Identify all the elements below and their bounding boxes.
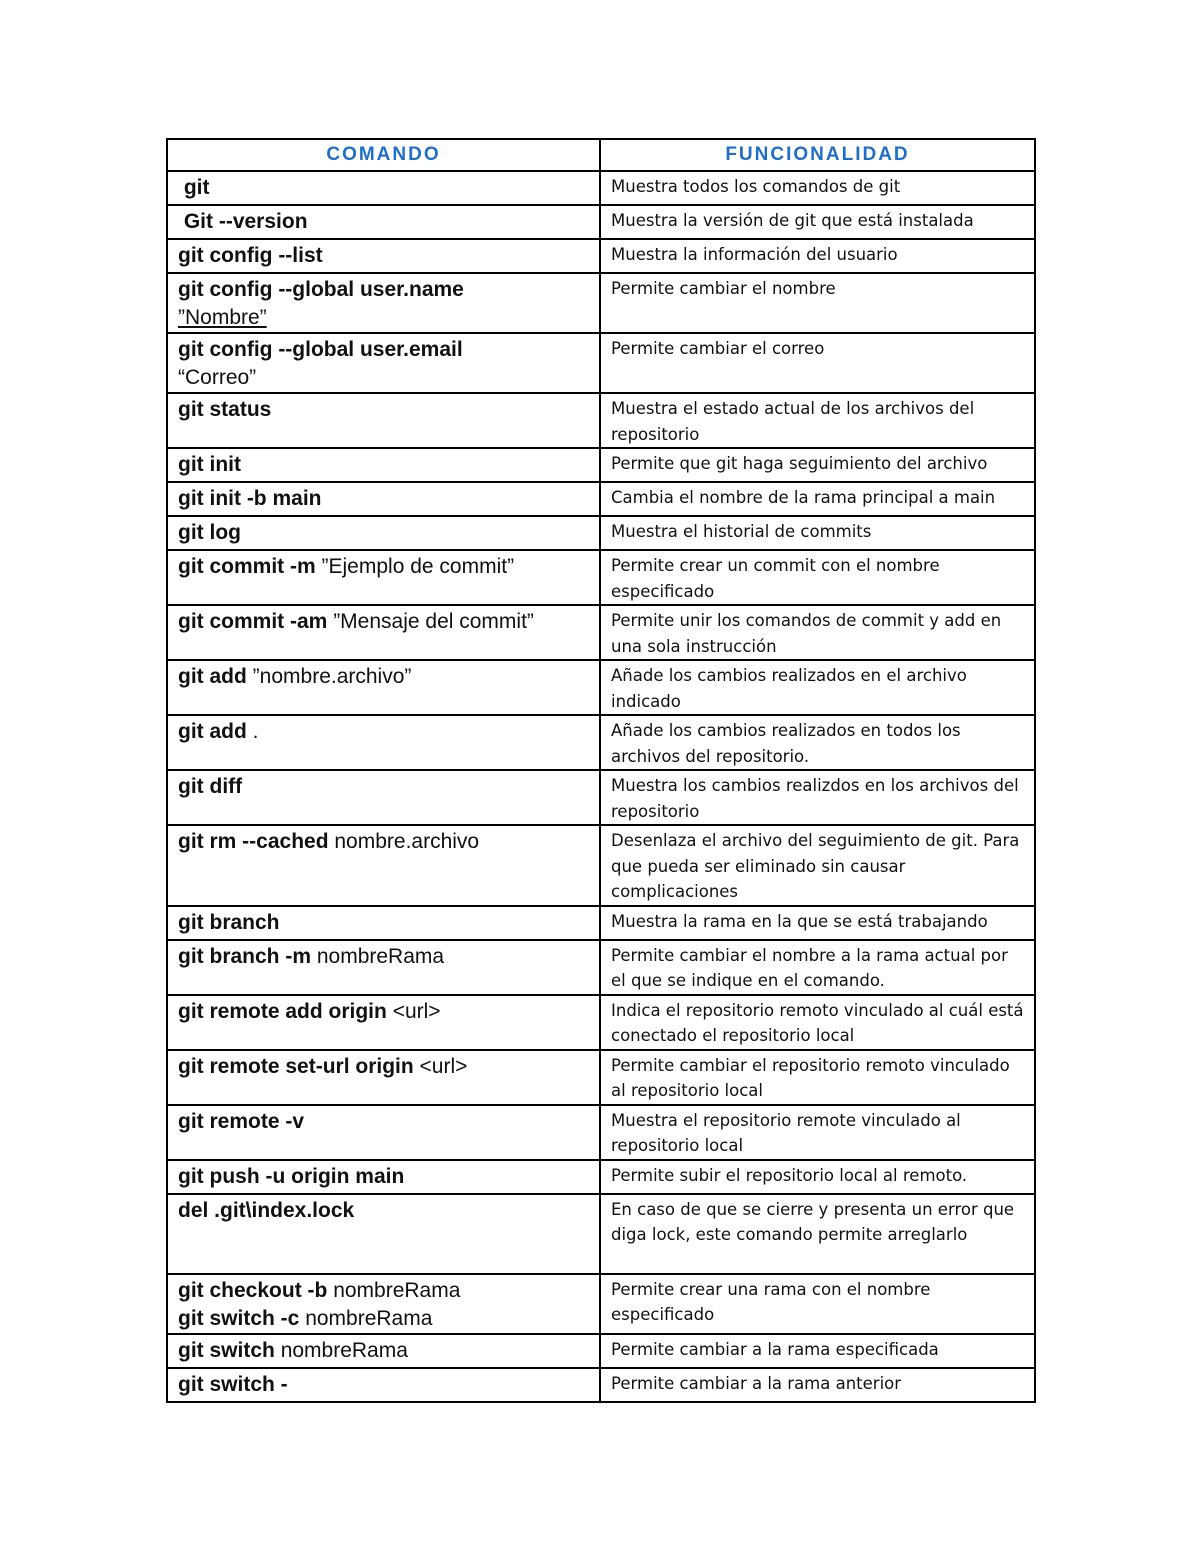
command-argument-text: . (252, 720, 259, 743)
description-text: Muestra todos los comandos de git (611, 177, 901, 196)
command-cell (167, 605, 600, 660)
description-cell (600, 1160, 1035, 1194)
command-bold-text: git init (178, 453, 241, 476)
description-text: Permite que git haga seguimiento del archivo (611, 454, 988, 473)
command-cell (167, 482, 600, 516)
command-cell (167, 1334, 600, 1368)
command-bold-text: git init -b main (178, 487, 322, 510)
command-bold-text: git (178, 176, 210, 199)
command-cell (167, 940, 600, 995)
command-bold-text: git add (178, 665, 253, 688)
table-row (167, 1368, 1035, 1402)
command-cell (167, 825, 600, 906)
table-row (167, 1160, 1035, 1194)
description-text: Desenlaza el archivo del seguimiento de git. Para que pueda ser eliminado sin causar complicaciones (611, 831, 1020, 901)
description-cell (600, 333, 1035, 393)
description-text: Muestra la versión de git que está instalada (611, 211, 974, 230)
command-argument-text: ”Ejemplo de commit” (321, 555, 515, 578)
command-bold-text: git log (178, 521, 241, 544)
description-cell (600, 516, 1035, 550)
table-row (167, 1194, 1035, 1274)
description-cell (600, 660, 1035, 715)
description-text: Permite unir los comandos de commit y add en una sola instrucción (611, 611, 1002, 656)
command-argument-text: <url> (392, 999, 441, 1023)
command-cell (167, 1105, 600, 1160)
description-text: Permite crear una rama con el nombre especificado (611, 1279, 931, 1324)
command-argument-text: “Correo” (178, 366, 257, 389)
command-bold-text: git status (178, 398, 272, 421)
description-text: Muestra la información del usuario (611, 245, 898, 264)
table-row (167, 171, 1035, 205)
command-cell (167, 995, 600, 1050)
header-comando: COMANDO (167, 139, 600, 171)
description-cell (600, 715, 1035, 770)
command-bold-text: git switch (178, 1338, 281, 1362)
command-cell (167, 1274, 600, 1334)
command-bold-text: git commit -m (178, 555, 322, 578)
description-text: Muestra la rama en la que se está trabajando (611, 911, 988, 931)
table-row (167, 1105, 1035, 1160)
description-cell (600, 448, 1035, 482)
table-row (167, 239, 1035, 273)
description-text: Añade los cambios realizados en el archivo indicado (611, 666, 967, 711)
command-cell (167, 1050, 600, 1105)
command-bold-text: git config --global user.email (178, 338, 463, 361)
description-text: Muestra el historial de commits (611, 522, 872, 541)
table-row (167, 940, 1035, 995)
command-argument-text: nombreRama (333, 1278, 461, 1302)
description-cell (600, 1194, 1035, 1274)
command-cell (167, 715, 600, 770)
command-bold-text: git commit -am (178, 610, 334, 633)
command-argument-text: ”nombre.archivo” (252, 665, 412, 688)
description-cell (600, 1050, 1035, 1105)
command-bold-text: git branch -m (178, 944, 317, 968)
description-cell (600, 239, 1035, 273)
description-text: Permite cambiar a la rama especificada (611, 1339, 939, 1359)
description-text: Muestra los cambios realizdos en los archivos del repositorio (611, 776, 1019, 821)
description-text: Muestra el estado actual de los archivos del repositorio (611, 399, 975, 444)
description-cell (600, 482, 1035, 516)
command-bold-text: Git --version (178, 210, 308, 233)
command-argument-text: nombreRama (305, 1306, 433, 1330)
commands-table (166, 138, 1036, 1403)
table-row (167, 550, 1035, 605)
command-cell (167, 1194, 600, 1274)
command-bold-text: git remote add origin (178, 999, 393, 1023)
command-bold-text: git remote set-url origin (178, 1054, 420, 1078)
command-cell (167, 171, 600, 205)
description-text: Añade los cambios realizados en todos los archivos del repositorio. (611, 721, 961, 766)
command-bold-text: git config --global user.name (178, 278, 464, 301)
command-cell (167, 273, 600, 333)
command-bold-text: git push -u origin main (178, 1164, 405, 1188)
description-text: Permite subir el repositorio local al remoto. (611, 1165, 968, 1185)
command-cell (167, 448, 600, 482)
description-cell (600, 550, 1035, 605)
description-text: Permite cambiar a la rama anterior (611, 1373, 902, 1393)
table-row (167, 205, 1035, 239)
command-bold-text: git branch (178, 910, 280, 934)
command-bold-text: git add (178, 720, 253, 743)
table-row (167, 448, 1035, 482)
description-cell (600, 605, 1035, 660)
description-cell (600, 171, 1035, 205)
table-row (167, 660, 1035, 715)
table-row (167, 273, 1035, 333)
command-cell (167, 333, 600, 393)
command-cell (167, 239, 600, 273)
table-row (167, 1334, 1035, 1368)
description-text: Cambia el nombre de la rama principal a main (611, 488, 996, 507)
command-cell (167, 770, 600, 825)
command-cell (167, 660, 600, 715)
description-cell (600, 273, 1035, 333)
table-row (167, 393, 1035, 448)
table-row (167, 1050, 1035, 1105)
command-cell (167, 205, 600, 239)
description-cell (600, 825, 1035, 906)
table-row (167, 825, 1035, 906)
table-row (167, 906, 1035, 940)
description-text: Indica el repositorio remoto vinculado al cuál está conectado el repositorio local (611, 1000, 1024, 1045)
table-header-row (167, 139, 1035, 171)
command-cell (167, 1368, 600, 1402)
description-cell (600, 393, 1035, 448)
description-cell (600, 205, 1035, 239)
command-argument-text: nombreRama (316, 944, 445, 968)
table-row (167, 715, 1035, 770)
command-argument-text: nombreRama (280, 1338, 408, 1362)
description-cell (600, 906, 1035, 940)
command-argument-text: ”Nombre” (178, 306, 267, 329)
description-cell (600, 995, 1035, 1050)
command-bold-text: git switch -c (178, 1306, 300, 1330)
description-cell (600, 940, 1035, 995)
description-text: Muestra el repositorio remote vinculado al repositorio local (611, 1110, 961, 1155)
description-text: Permite cambiar el repositorio remoto vinculado al repositorio local (611, 1055, 1010, 1100)
command-cell (167, 393, 600, 448)
command-bold-text: del .git\index.lock (178, 1198, 355, 1222)
command-bold-text: git checkout -b (178, 1278, 334, 1302)
table-row (167, 605, 1035, 660)
description-text: Permite cambiar el correo (611, 339, 825, 358)
command-bold-text: git config --list (178, 244, 323, 267)
command-argument-text: nombre.archivo (334, 830, 480, 853)
command-cell (167, 550, 600, 605)
command-bold-text: git diff (178, 775, 243, 798)
header-funcionalidad: FUNCIONALIDAD (600, 139, 1035, 171)
description-text: Permite crear un commit con el nombre especificado (611, 556, 940, 601)
description-cell (600, 1105, 1035, 1160)
table-row (167, 1274, 1035, 1334)
description-cell (600, 1274, 1035, 1334)
table-body (167, 171, 1035, 1402)
command-argument-text: <url> (419, 1054, 468, 1078)
table-row (167, 333, 1035, 393)
command-bold-text: git switch - (178, 1372, 288, 1396)
description-text: Permite cambiar el nombre a la rama actual por el que se indique en el comando. (611, 945, 1008, 990)
description-text: En caso de que se cierre y presenta un error que diga lock, este comando permite arreglarlo (611, 1199, 1015, 1244)
command-cell (167, 516, 600, 550)
description-text: Permite cambiar el nombre (611, 279, 836, 298)
description-cell (600, 1334, 1035, 1368)
command-argument-text: ”Mensaje del commit” (333, 610, 534, 633)
description-cell (600, 770, 1035, 825)
command-bold-text: git remote -v (178, 1109, 305, 1133)
description-cell (600, 1368, 1035, 1402)
table-row (167, 995, 1035, 1050)
table-row (167, 770, 1035, 825)
table-row (167, 482, 1035, 516)
command-cell (167, 906, 600, 940)
command-cell (167, 1160, 600, 1194)
command-bold-text: git rm --cached (178, 830, 335, 853)
table-row (167, 516, 1035, 550)
